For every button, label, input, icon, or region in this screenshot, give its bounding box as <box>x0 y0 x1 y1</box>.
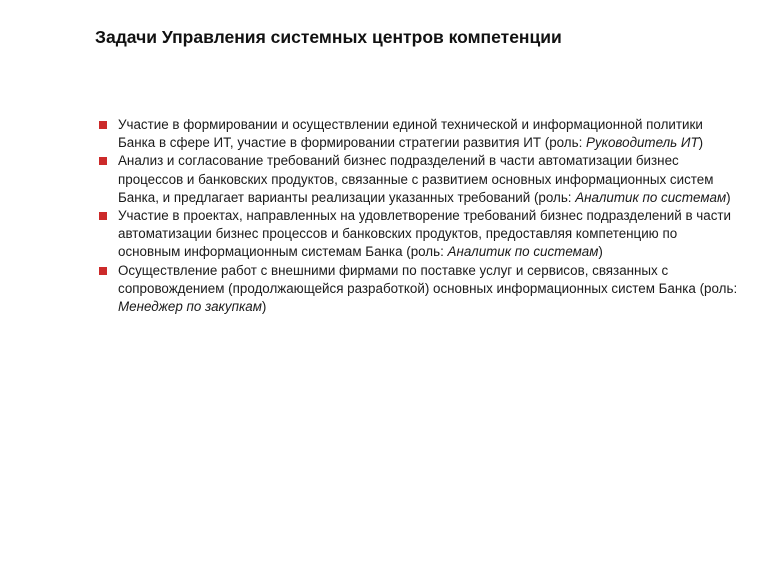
bullet-item <box>98 152 738 207</box>
bullet-item <box>98 116 738 152</box>
bullet-suffix: ) <box>261 299 267 315</box>
bullet-text: Участие в формировании и осуществлении единой технической и информационной политики Банка в сфере ИТ, участие в формировании стратегии развития ИТ (роль: <box>118 117 703 151</box>
role-name: Аналитик по системам <box>447 244 599 260</box>
bullet-item <box>98 207 738 262</box>
role-name: Менеджер по закупкам <box>118 299 262 315</box>
square-bullet-icon <box>99 267 107 275</box>
bullet-item <box>98 262 738 317</box>
bullet-suffix: ) <box>598 244 603 260</box>
role-name: Аналитик по системам <box>575 189 727 205</box>
square-bullet-icon <box>99 121 107 129</box>
bullet-text: Участие в проектах, направленных на удовлетворение требований бизнес подразделений в части автоматизации бизнес процессов и банковских продуктов, предоставляя компетенцию по основным информационным системам Банка (роль: <box>118 208 732 260</box>
square-bullet-icon <box>99 212 107 220</box>
bullet-text: Анализ и согласование требований бизнес подразделений в части автоматизации бизнес процессов и банковских продуктов, связанные с развитием основных информационных систем Банка, и предлагает варианты реализации указанных требований (роль: <box>118 153 714 205</box>
bullet-suffix: ) <box>698 135 704 151</box>
bullet-text: Осуществление работ с внешними фирмами по поставке услуг и сервисов, связанных с сопровождением (продолжающейся разработкой) основных информационных систем Банка (роль: <box>118 262 738 296</box>
slide-title: Задачи Управления системных центров компетенции <box>95 27 562 47</box>
role-name: Руководитель ИТ <box>586 135 699 151</box>
bullet-suffix: ) <box>726 189 731 205</box>
square-bullet-icon <box>99 157 107 165</box>
bullet-list <box>98 116 738 316</box>
